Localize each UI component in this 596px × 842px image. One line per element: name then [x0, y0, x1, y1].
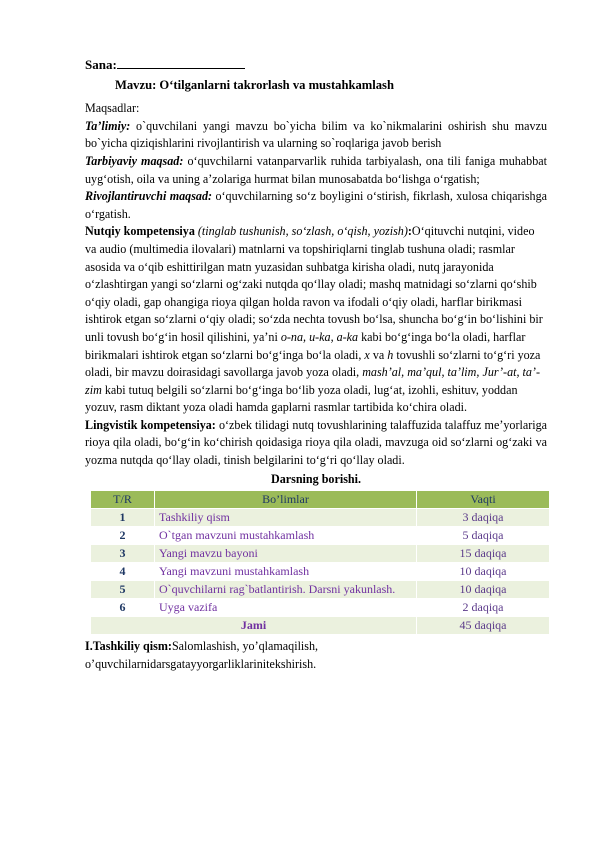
speech-example-words: mash’al, ma’qul, ta’lim, Jur’-at, ta’-zim: [85, 365, 540, 397]
row-number: 1: [91, 509, 155, 527]
row-section: O`quvchilarni rag`batlantirish. Darsni yakunlash.: [155, 581, 417, 599]
row-section: Yangi mavzuni mustahkamlash: [155, 563, 417, 581]
upbringing-goal-text: o‘quvchilarni vatanparvarlik ruhida tarbiyalash, ona tili faniga muhabbat uyg‘otish, oila va uning a’zolariga hurmat bilan munosabatda bo‘lishga o‘rgatish;: [85, 153, 547, 186]
row-number: 6: [91, 599, 155, 617]
speech-colon: :: [407, 224, 412, 239]
row-number: 4: [91, 563, 155, 581]
lesson-flow-title: Darsning borishi.: [270, 471, 362, 486]
row-section: Uyga vazifa: [155, 599, 417, 617]
header-number: T/R: [91, 491, 155, 509]
header-sections: Bo’limlar: [155, 491, 417, 509]
developing-goal: [85, 188, 547, 223]
speech-competence: [85, 223, 547, 417]
speech-competence-skills: (tinglab tushunish, so‘zlash, o‘qish, yozish): [194, 224, 408, 239]
speech-text-2: kabi bo‘g‘inga bo‘la oladi, harflar birikmalari ishtirok etgan so‘zlarni bo‘g‘inga bo‘la oladi,: [85, 329, 526, 362]
speech-text-3: va: [369, 347, 388, 362]
table-total-row: [91, 617, 550, 635]
educational-goal-label: Ta’limiy:: [85, 118, 131, 133]
date-label: Sana:: [85, 57, 117, 72]
total-label: Jami: [91, 617, 417, 635]
header-time: Vaqti: [417, 491, 550, 509]
table-row: [91, 599, 550, 617]
speech-text-1: O‘qituvchi nutqini, video va audio (multimedia ilovalari) matnlarni va topshiriqlarni tinglab tushuna oladi; rasmlar asosida va o‘qib eshittirilgan matn yuzasidan suhbatga kirisha oladi, nutq jarayonida o‘zlashtirgan yangi so‘zlarni og‘zaki nutqda qo‘llay oladi; mashq matnidagi so‘zlarni qo‘shib o‘qiy oladi, gap ohangiga rioya qilgan holda ravon va ifodali o‘qiy oladi, harflar birikmasi ishtirok etgan so‘zlarni o‘qiy oladi; so‘zda nechta tovush bo‘lsa, shuncha bo‘g‘in bo‘lishini bir unli tovush bo‘g‘in hosil qilishini, ya’ni: [85, 224, 543, 344]
goals-title: Maqsadlar:: [85, 101, 140, 116]
developing-goal-text: o‘quvchilarning so‘z boyligini o‘stirish, fikrlash, xulosa chiqarishga o‘rgatish.: [85, 189, 547, 221]
table-row: [91, 509, 550, 527]
table-row: [91, 581, 550, 599]
organizational-part-label: I.Tashkiliy qism:: [85, 639, 172, 654]
speech-text-4: tovushli so‘zlarni to‘g‘ri yoza oladi, bir mavzu doirasidagi savollarga javob yoza oladi,: [85, 347, 541, 380]
educational-goal-text: o`quvchilani yangi mavzu bo`yicha bilim va ko`nikmalarini oshirish shu mavzu bo`yicha qiziqishlarini rivojlantirish va ularning so`roqlariga javob berish: [85, 118, 547, 151]
linguistic-competence-text: o‘zbek tilidagi nutq tovushlarining talaffuzida talaffuz me’yorlariga rioya qila oladi, bo‘g‘in ko‘chirish qoidasiga rioya qila oladi, mavzuga oid so‘zlarni og‘zaki va yozma nutqda qo‘llay oladi, tinish belgilarini to‘g‘ri qo‘llay oladi.: [85, 417, 548, 468]
table-row: [91, 563, 550, 581]
date-line: [85, 56, 547, 74]
linguistic-competence-label: Lingvistik kompetensiya:: [85, 417, 216, 432]
upbringing-goal-label: Tarbiyaviy maqsad:: [85, 153, 184, 168]
row-section: O`tgan mavzuni mustahkamlash: [155, 527, 417, 545]
speech-example-h: h: [387, 347, 394, 362]
row-time: 15 daqiqa: [417, 545, 550, 563]
date-blank: [117, 57, 245, 69]
row-time: 5 daqiqa: [417, 527, 550, 545]
row-section: Tashkiliy qism: [155, 509, 417, 527]
total-time: 45 daqiqa: [417, 617, 550, 635]
table-row: [91, 527, 550, 545]
lesson-plan-table: [90, 490, 550, 635]
developing-goal-label: Rivojlantiruvchi maqsad:: [85, 189, 213, 204]
row-time: 10 daqiqa: [417, 581, 550, 599]
row-number: 5: [91, 581, 155, 599]
upbringing-goal: [85, 153, 547, 188]
row-section: Yangi mavzu bayoni: [155, 545, 417, 563]
table-row: [91, 545, 550, 563]
row-number: 2: [91, 527, 155, 545]
row-number: 3: [91, 545, 155, 563]
row-time: 3 daqiqa: [417, 509, 550, 527]
row-time: 10 daqiqa: [417, 563, 550, 581]
linguistic-competence: [85, 417, 547, 470]
educational-goal: [85, 118, 547, 153]
document-page: [85, 56, 547, 673]
row-time: 2 daqiqa: [417, 599, 550, 617]
table-header-row: [91, 491, 550, 509]
speech-competence-label: Nutqiy kompetensiya: [85, 224, 195, 239]
organizational-part: [85, 638, 547, 673]
lesson-topic: Mavzu: O‘tilganlarni takrorlash va mustahkamlash: [115, 77, 394, 92]
speech-example-1: o-na, u-ka, a-ka: [280, 329, 359, 344]
organizational-part-text: Salomlashish, yo’qlamaqilish, o’quvchilarnidarsgatayyorgarliklarinitekshirish.: [85, 639, 319, 671]
speech-example-x: x: [364, 347, 370, 362]
speech-text-5: kabi tutuq belgili so‘zlarni bo‘g‘inga bo‘lib yoza oladi, lug‘at, izohli, eshituv, yoddan yozuv, rasm diktant yoza oladi hamda gaplarni rasmlar tartibida ko‘chira oladi.: [85, 382, 518, 415]
